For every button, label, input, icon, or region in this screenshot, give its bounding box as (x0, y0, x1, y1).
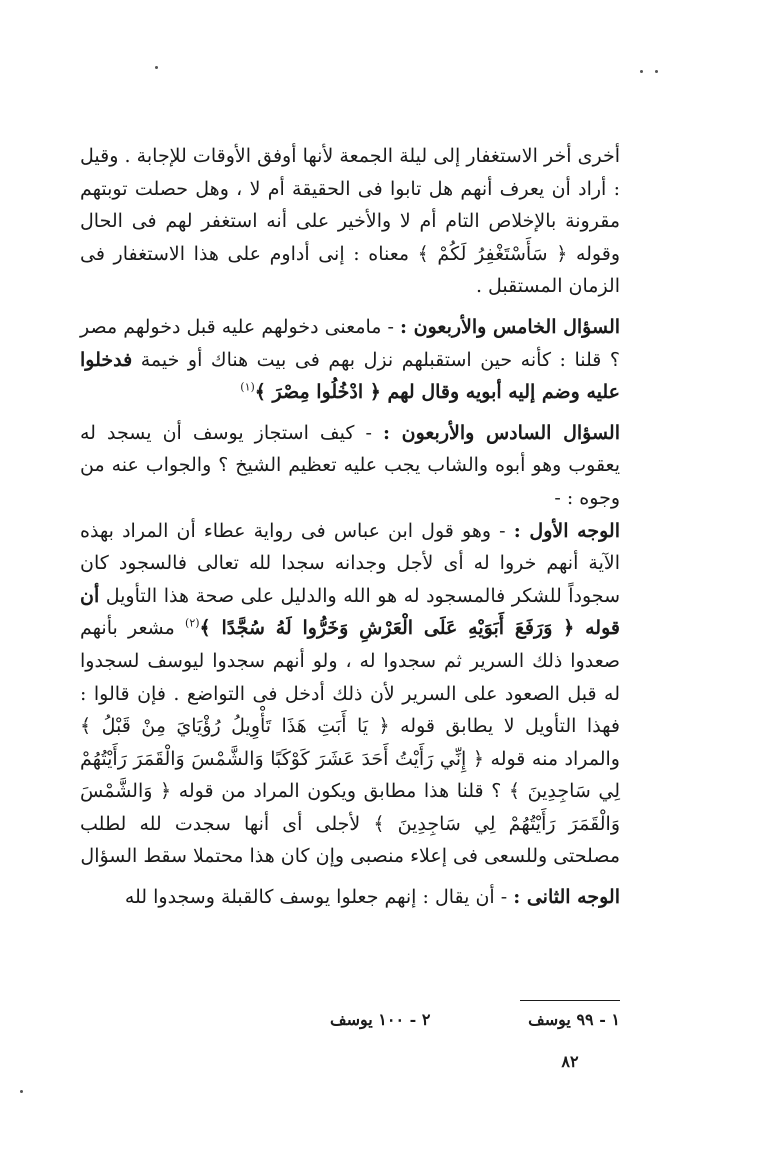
page-number: ٨٢ (561, 1052, 579, 1071)
text-line: محتملا سقط السؤال (80, 845, 244, 868)
text-line: وقيل : أراد أن يعرف أنهم هل تابوا فى الحقيقة أم لا ، وهل حصلت (80, 145, 620, 200)
print-speck (640, 70, 643, 73)
text-line: يعقوب وهو أبوه والشاب يجب عليه تعظيم الشيخ ؟ (218, 454, 621, 477)
paragraph-istighfar (80, 140, 620, 303)
footnote-marker: (١) (240, 380, 255, 394)
text-line: مصر ؟ قلنا : كأنه حين استقبلهم نزل بهم فى بيت هناك أو خيمة (80, 315, 620, 371)
footnote-1: ١ - ٩٩ يوسف (528, 1010, 620, 1029)
text-line: فإن قالوا : فهذا التأويل لا يطابق قوله ﴿ يَا أَبَتِ هَذَا تَأْوِيلُ رُؤْيَايَ (80, 682, 621, 738)
question-46 (80, 417, 620, 515)
aspect-heading: الوجه الأول : (513, 519, 620, 542)
question-heading: السؤال الخامس والأربعون : (400, 315, 621, 338)
text-line: - أن يقال : إنهم جعلوا يوسف كالقبلة وسجدوا لله (124, 886, 508, 909)
aspect-heading: الوجه الثانى : (513, 886, 620, 909)
first-aspect (80, 515, 620, 874)
text-line: والجواب عنه من وجوه : - (80, 454, 620, 509)
question-heading: السؤال السادس والأربعون : (382, 421, 620, 444)
print-speck (655, 70, 658, 73)
text-line: مِنْ قَبْلُ ﴾ والمراد منه قوله ﴿ إِنِّي رَأَيْتُ أَحَدَ عَشَرَ كَوْكَبًا وَالشَّمْسَ (80, 715, 620, 770)
text-line: الآية أنهم خروا له أى لأجل وجدانه سجدا لله تعالى فالسجود كان (80, 552, 620, 575)
text-line: - وهو قول ابن عباس فى رواية عطاء أن المراد بهذه (80, 519, 506, 542)
text-line: قوله ﴿ وَالشَّمْسَ وَالْقَمَرَ رَأَيْتُهُمْ لِي سَاجِدِينَ ﴾ لأجلى أى أنها (80, 780, 620, 835)
quran-verse-line: فدخلوا عليه وضم إليه أبويه وقال لهم ﴿ ادْخُلُوا مِصْرَ ﴾ (80, 348, 620, 404)
body-text (80, 140, 620, 914)
text-line: سجوداً للشكر فالمسجود له هو الله والدليل على صحة هذا التأويل (105, 584, 620, 607)
footnotes (330, 1010, 620, 1029)
footnote-divider (520, 1000, 620, 1001)
print-speck (20, 1090, 23, 1093)
text-line: سجدت لله لطلب مصلحتى وللسعى فى إعلاء منصبى وإن كان هذا (80, 812, 620, 868)
text-line: لسجدوا له قبل الصعود على السرير لأن ذلك أدخل فى التواضع . (80, 649, 620, 705)
text-line: - كيف استجاز يوسف أن يسجد له (80, 421, 372, 444)
second-aspect (80, 881, 620, 914)
question-45 (80, 311, 620, 409)
text-line: توبتهم مقرونة بالإخلاص التام أم لا والأخير على أنه استغفر لهم فى (80, 177, 620, 233)
text-line: مشعر بأنهم صعدوا ذلك السرير ثم سجدوا له ، ولو أنهم سجدوا ليوسف (80, 617, 620, 672)
footnote-2: ٢ - ١٠٠ يوسف (330, 1010, 431, 1029)
text-line: أخرى أخر الاستغفار إلى ليلة الجمعة لأنها أوفق الأوقات للإجابة . (124, 145, 620, 167)
print-speck (155, 66, 158, 69)
text-line: - مامعنى دخولهم عليه قبل دخولهم (123, 315, 394, 338)
text-line: الحال وقوله ﴿ سَأَسْتَغْفِرُ لَكُمْ ﴾ معناه : إنى أداوم على هذا (80, 210, 621, 265)
footnote-marker: (٢) (185, 616, 200, 630)
quran-verse-line: أن قوله ﴿ وَرَفَعَ أَبَوَيْهِ عَلَى الْعَرْشِ وَخَرُّوا لَهُ سُجَّدًا ﴾ (80, 584, 620, 640)
text-line: وَالْقَمَرَ رَأَيْتُهُمْ لِي سَاجِدِينَ ﴾ ؟ قلنا هذا مطابق ويكون المراد من (80, 747, 620, 803)
text-line: الاستغفار فى الزمان المستقبل . (80, 242, 620, 298)
